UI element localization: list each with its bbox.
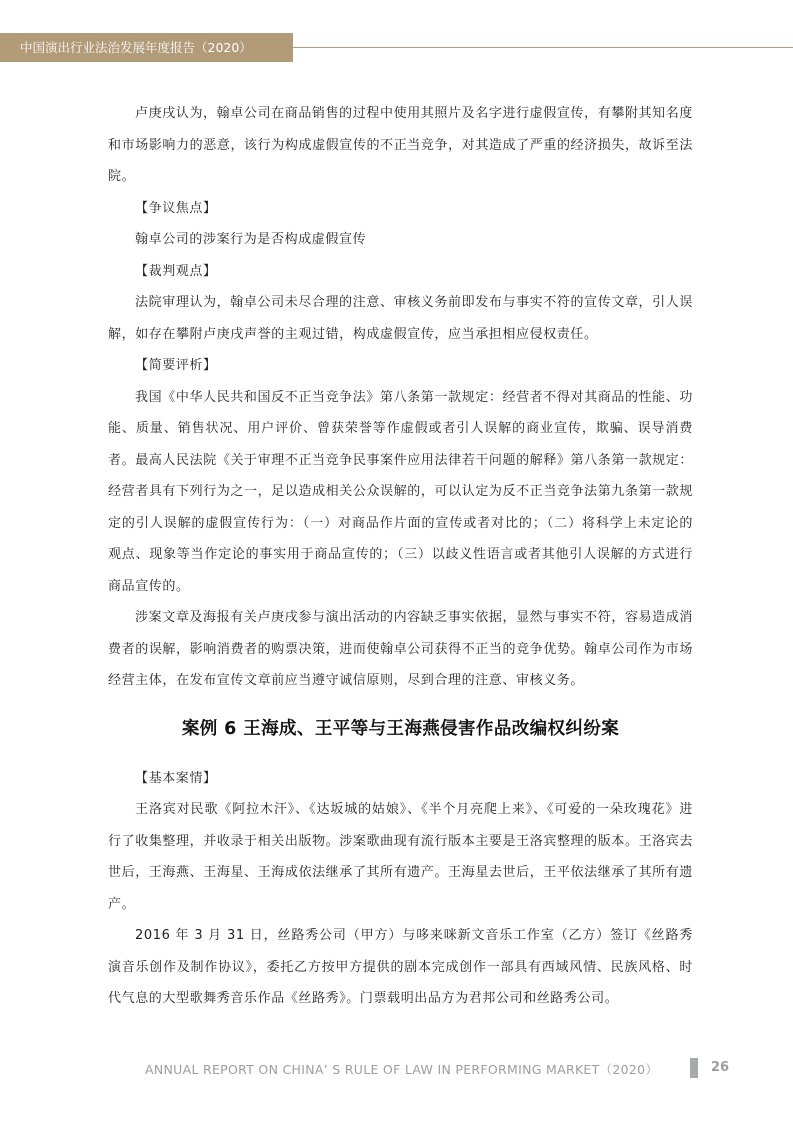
header-rule — [293, 47, 793, 48]
running-header-title: 中国演出行业法治发展年度报告（2020） — [0, 33, 293, 62]
section-label: 【争议焦点】 — [135, 200, 217, 216]
paragraph: 我国《中华人民共和国反不正当竞争法》第八条第一款规定：经营者不得对其商品的性能、功能、质量、销售状况、用户评价、曾获荣誉等作虚假或者引人误解的商业宣传，欺骗、误导消费者。最高人民法院《关于审理不正当竞争民事案件应用法律若干问题的解释》第八条第一款规定：经营者具有下列行为之一，足以造成相关公众误解的，可以认定为反不正当竞争法第九条第一款规定的引人误解的虚假宣传行为：（一）对商品作片面的宣传或者对比的；（二）将科学上未定论的观点、现象等当作定论的事实用于商品宣传的；（三）以歧义性语言或者其他引人误解的方式进行商品宣传的。 — [108, 389, 693, 594]
footer-marker — [690, 1058, 698, 1078]
section-label: 【简要评析】 — [135, 358, 217, 373]
paragraph: 2016 年 3 月 31 日，丝路秀公司（甲方）与哆来咪新文音乐工作室（乙方）签订《丝路秀演音乐创作及制作协议》，委托乙方按甲方提供的剧本完成创作一部具有西域风情、民族风格、时代气息的大型歌舞秀音乐作品《丝路秀》。门票载明出品方为君邦公司和丝路秀公司。 — [108, 928, 693, 1006]
paragraph: 法院审理认为，翰卓公司未尽合理的注意、审核义务前即发布与事实不符的宣传文章，引人误解，如存在攀附卢庚戌声誉的主观过错，构成虚假宣传，应当承担相应侵权责任。 — [108, 295, 693, 342]
paragraph: 涉案文章及海报有关卢庚戌参与演出活动的内容缺乏事实依据，显然与事实不符，容易造成消费者的误解，影响消费者的购票决策，进而使翰卓公司获得不正当的竞争优势。翰卓公司作为市场经营主体，在发布宣传文章前应当遵守诚信原则，尽到合理的注意、审核义务。 — [108, 610, 693, 688]
page-number: 26 — [711, 1060, 730, 1075]
case-title: 案例 6 王海成、王平等与王海燕侵害作品改编权纠纷案 — [181, 718, 620, 739]
paragraph: 王洛宾对民歌《阿拉木汗》、《达坂城的姑娘》、《半个月亮爬上来》、《可爱的一朵玫瑰花》进行了收集整理，并收录于相关出版物。涉案歌曲现有流行版本主要是王洛宾整理的版本。王洛宾去世后，王海燕、王海星、王海成依法继承了其所有遗产。王海星去世后，王平依法继承了其所有遗产。 — [108, 802, 693, 912]
paragraph: 翰卓公司的涉案行为是否构成虚假宣传 — [135, 232, 367, 247]
section-label: 【基本案情】 — [135, 770, 217, 786]
section-label: 【裁判观点】 — [135, 263, 217, 279]
document-body — [108, 98, 693, 1015]
paragraph: 卢庚戌认为，翰卓公司在商品销售的过程中使用其照片及名字进行虚假宣传，有攀附其知名度和市场影响力的恶意，该行为构成虚假宣传的不正当竞争，对其造成了严重的经济损失，故诉至法院。 — [108, 106, 693, 184]
running-footer-title: ANNUAL REPORT ON CHINA’ S RULE OF LAW IN PERFORMING MARKET（2020） — [145, 1062, 659, 1077]
